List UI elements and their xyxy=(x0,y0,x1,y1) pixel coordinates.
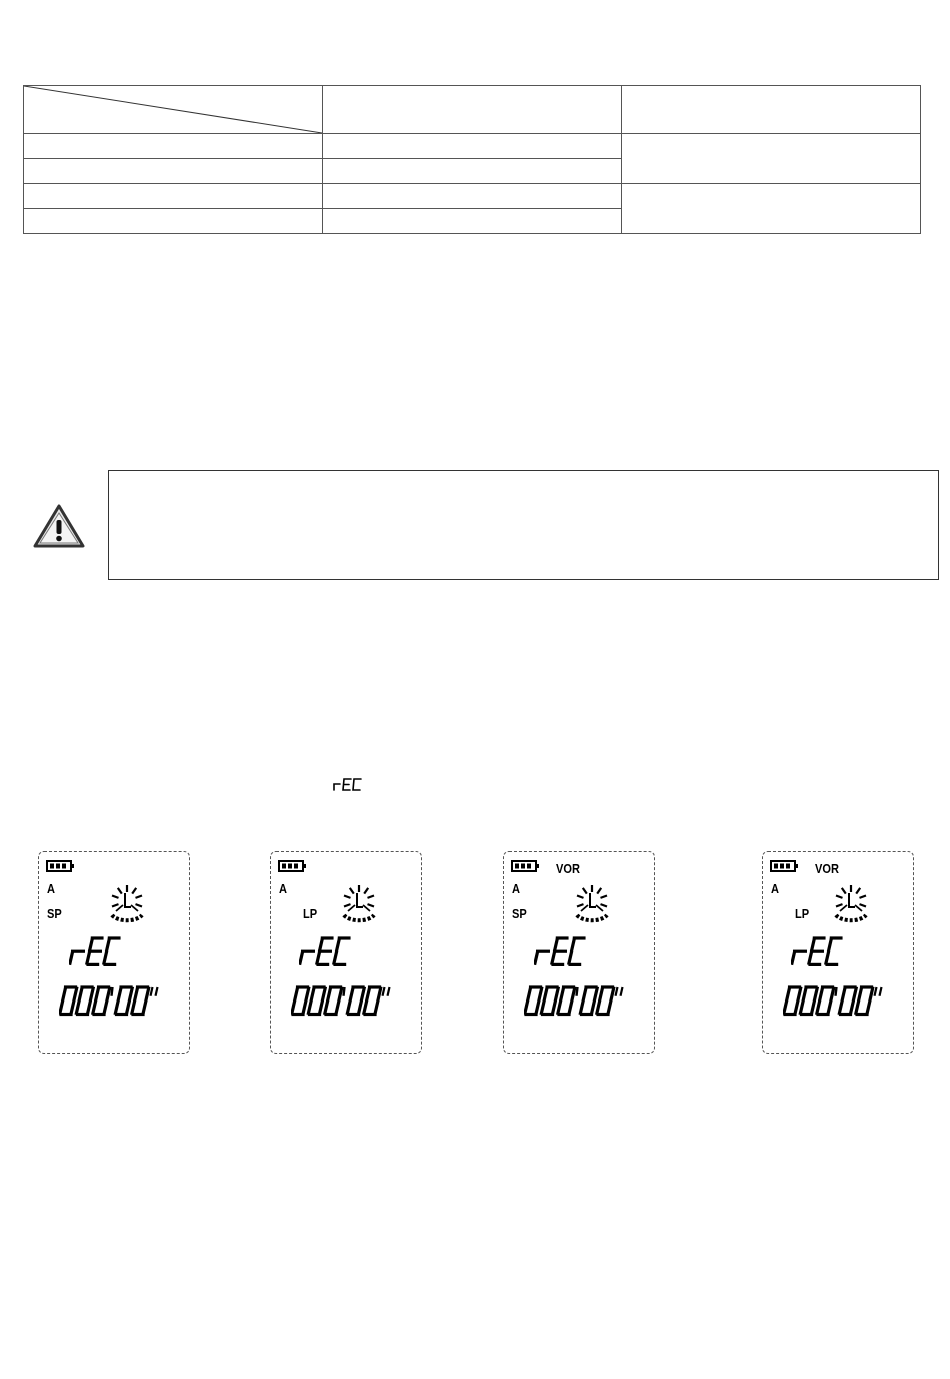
channel-indicator: A xyxy=(771,881,779,896)
table-cell xyxy=(323,184,622,209)
battery-icon xyxy=(278,860,308,872)
table-header-cell xyxy=(323,86,622,134)
table-cell xyxy=(24,159,323,184)
rec-display-text xyxy=(299,936,369,970)
time-counter xyxy=(291,985,421,1021)
rec-display-text xyxy=(534,936,604,970)
recording-burst-icon xyxy=(336,878,382,924)
table-cell xyxy=(323,209,622,234)
table-merged-cell xyxy=(622,184,921,234)
time-counter xyxy=(524,985,654,1021)
table-row xyxy=(24,184,921,209)
table-header-row xyxy=(24,86,921,134)
table-cell xyxy=(24,134,323,159)
warning-box xyxy=(108,470,939,580)
quality-indicator: LP xyxy=(795,906,810,921)
channel-indicator: A xyxy=(512,881,520,896)
quality-indicator: SP xyxy=(47,906,62,921)
rec-display-text xyxy=(69,936,139,970)
table-merged-cell xyxy=(622,134,921,184)
lcd-rec-glyph xyxy=(331,776,363,792)
table-row xyxy=(24,134,921,159)
recording-burst-icon xyxy=(828,878,874,924)
time-counter xyxy=(783,985,913,1021)
channel-indicator: A xyxy=(279,881,287,896)
table-cell xyxy=(24,209,323,234)
channel-indicator: A xyxy=(47,881,55,896)
recording-burst-icon xyxy=(569,878,615,924)
diagonal-line xyxy=(24,86,322,133)
vor-indicator: VOR xyxy=(815,861,839,876)
vor-indicator: VOR xyxy=(556,861,580,876)
table-cell xyxy=(323,159,622,184)
table-cell xyxy=(24,184,323,209)
spec-table xyxy=(23,85,921,234)
rec-display-text xyxy=(791,936,861,970)
table-cell xyxy=(323,134,622,159)
time-counter xyxy=(59,985,189,1021)
recording-burst-icon xyxy=(104,878,150,924)
battery-icon xyxy=(511,860,541,872)
lcd-panel xyxy=(762,851,914,1054)
table-header-cell xyxy=(622,86,921,134)
quality-indicator: SP xyxy=(512,906,527,921)
quality-indicator: LP xyxy=(303,906,318,921)
warning-triangle-icon xyxy=(33,503,85,549)
battery-icon xyxy=(770,860,800,872)
battery-icon xyxy=(46,860,76,872)
lcd-panel xyxy=(38,851,190,1054)
diagonal-header-cell xyxy=(24,86,323,134)
lcd-panel xyxy=(270,851,422,1054)
lcd-panel xyxy=(503,851,655,1054)
